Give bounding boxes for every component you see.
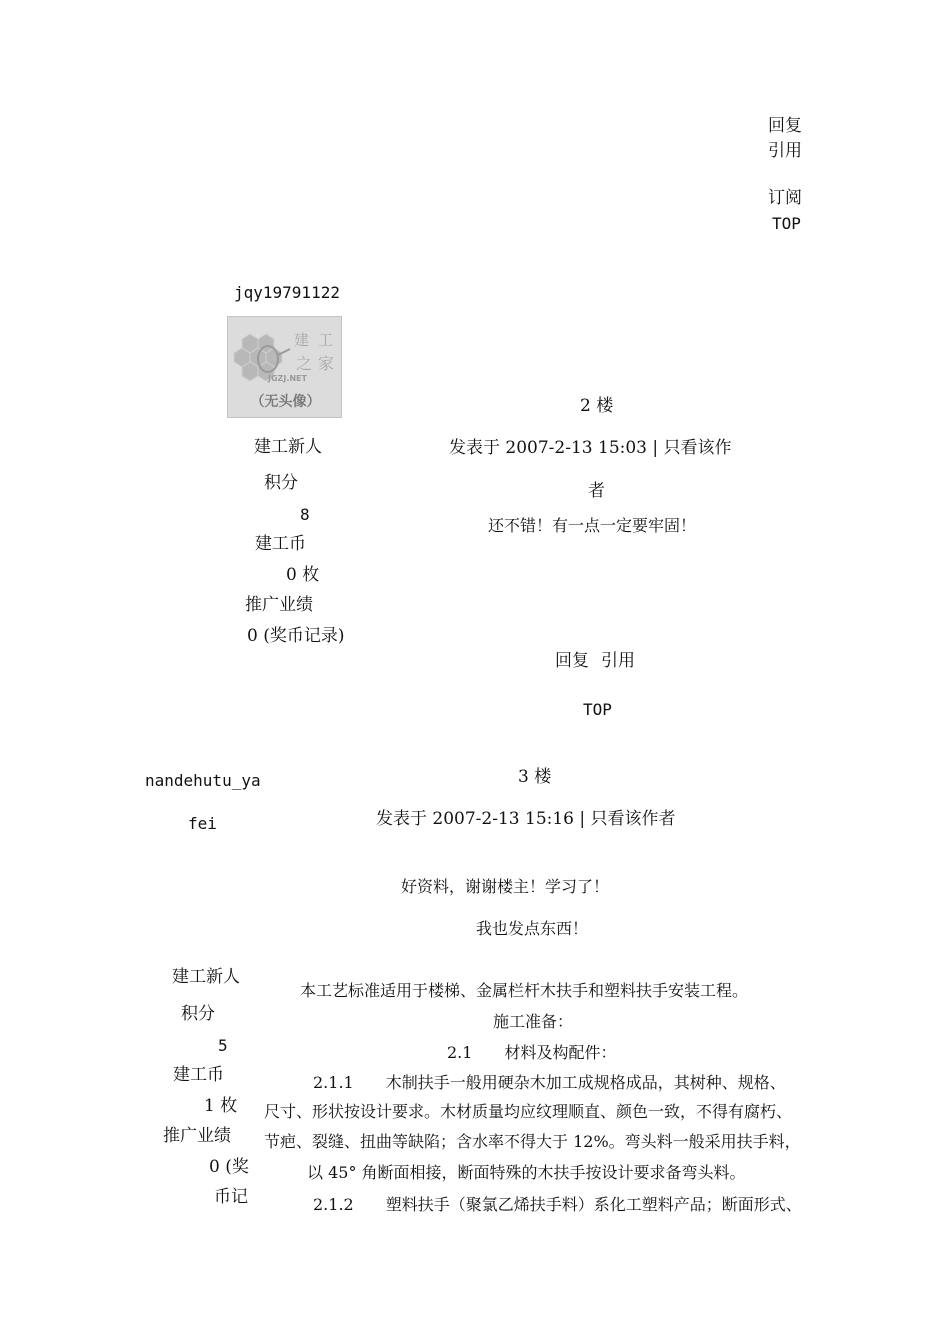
- post3-content-line: 我也发点东西！: [476, 919, 589, 938]
- post2-rank: 建工新人: [254, 437, 322, 457]
- post3-promo-value-wrap: 币记: [214, 1187, 248, 1207]
- post3-paragraph-line: 节疤、裂缝、扭曲等缺陷；含水率不得大于 12%。弯头料一般采用扶手料，: [264, 1132, 801, 1151]
- post3-content-line: 好资料，谢谢楼主！学习了！: [401, 877, 610, 896]
- post3-username[interactable]: nandehutu_ya: [145, 771, 261, 790]
- svg-text:之: 之: [296, 354, 313, 373]
- post2-top-link[interactable]: TOP: [583, 700, 612, 719]
- post3-coins-value: 1 枚: [204, 1096, 238, 1116]
- post2-reply-button[interactable]: 回复: [555, 651, 589, 671]
- post3-subsection-heading: 2.1 材料及构配件：: [447, 1043, 617, 1062]
- post3-username-wrap[interactable]: fei: [188, 814, 217, 833]
- post2-points-label: 积分: [264, 473, 298, 493]
- site-logo-icon: [228, 317, 342, 395]
- post2-quote-button[interactable]: 引用: [601, 651, 635, 671]
- post2-points-value: 8: [300, 505, 310, 524]
- post3-points-label: 积分: [181, 1004, 215, 1024]
- post3-promo-value: 0 (奖: [209, 1157, 249, 1177]
- post3-scope-paragraph: 本工艺标准适用于楼梯、金属栏杆木扶手和塑料扶手安装工程。: [300, 981, 749, 1000]
- quote-link[interactable]: 引用: [768, 141, 802, 161]
- svg-text:工: 工: [318, 331, 334, 349]
- post3-promo-label: 推广业绩: [163, 1126, 231, 1146]
- svg-text:建: 建: [294, 331, 310, 349]
- reply-link[interactable]: 回复: [768, 116, 802, 136]
- svg-text:JGZJ.NET: JGZJ.NET: [268, 374, 307, 383]
- post3-paragraph-line: 以 45° 角断面相接，断面特殊的木扶手按设计要求备弯头料。: [307, 1163, 746, 1182]
- post3-points-value: 5: [218, 1036, 228, 1055]
- post2-floor: 2 楼: [580, 396, 614, 416]
- post3-section-heading: 施工准备：: [493, 1012, 574, 1031]
- post3-rank: 建工新人: [172, 967, 240, 987]
- avatar-caption: （无头像）: [250, 394, 321, 410]
- post2-promo-label: 推广业绩: [245, 595, 313, 615]
- post3-paragraph-line: 尺寸、形状按设计要求。木材质量均应纹理顺直、颜色一致，不得有腐朽、: [264, 1102, 793, 1121]
- post3-floor: 3 楼: [518, 767, 552, 787]
- svg-text:家: 家: [318, 354, 335, 373]
- post2-username[interactable]: jqy19791122: [234, 283, 340, 302]
- post2-promo-value: 0 (奖币记录): [247, 626, 345, 646]
- post3-paragraph-line: 2.1.2 塑料扶手（聚氯乙烯扶手料）系化工塑料产品；断面形式、: [313, 1195, 802, 1214]
- post2-posted-meta: 发表于 2007-2-13 15:03 | 只看该作: [449, 438, 732, 458]
- post2-coins-value: 0 枚: [286, 565, 320, 585]
- post3-paragraph-line: 2.1.1 木制扶手一般用硬杂木加工成规格成品，其树种、规格、: [313, 1073, 786, 1092]
- post3-coins-label: 建工币: [173, 1065, 224, 1085]
- post3-posted-meta: 发表于 2007-2-13 15:16 | 只看该作者: [376, 809, 676, 829]
- post2-content: 还不错！有一点一定要牢固！: [488, 516, 697, 535]
- post2-posted-meta-wrap: 者: [588, 481, 605, 501]
- avatar: [227, 316, 342, 418]
- post2-coins-label: 建工币: [255, 534, 306, 554]
- subscribe-link[interactable]: 订阅: [768, 188, 802, 208]
- top-link[interactable]: TOP: [772, 214, 801, 233]
